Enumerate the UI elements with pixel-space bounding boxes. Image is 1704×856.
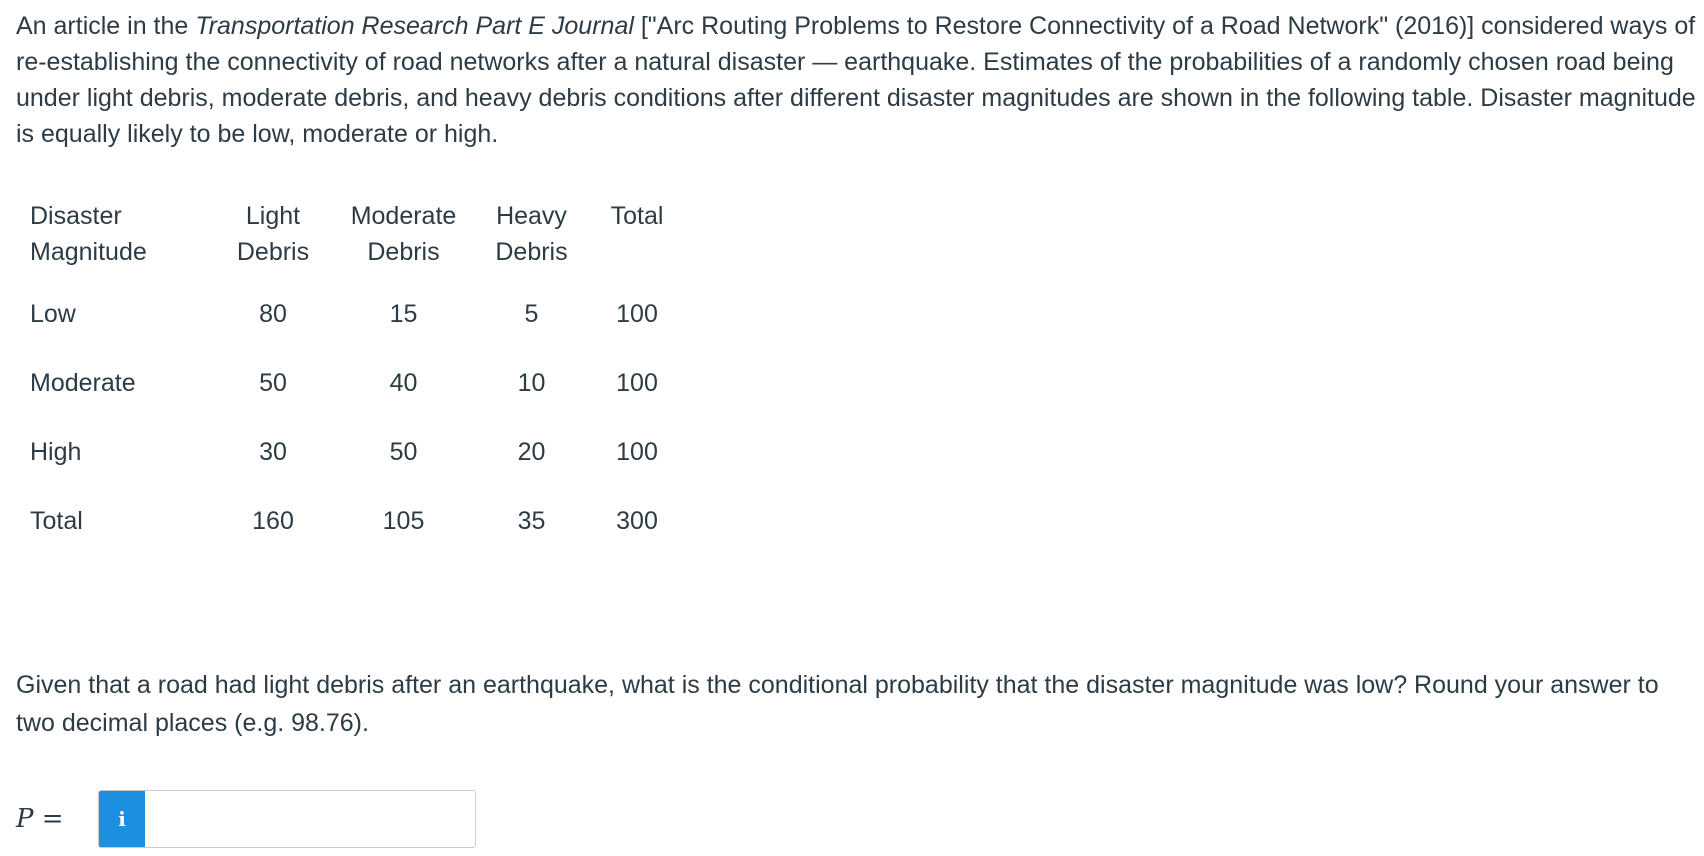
- table-row: [16, 418, 686, 487]
- cell-light: 160: [252, 507, 294, 535]
- header-disaster-magnitude: Disaster Magnitude: [30, 202, 147, 266]
- debris-table: [16, 198, 686, 556]
- cell-moderate: 15: [389, 300, 418, 328]
- cell-light: 50: [259, 369, 287, 397]
- cell-total: 100: [616, 300, 658, 328]
- cell-heavy: 20: [517, 438, 546, 466]
- answer-row: [16, 790, 476, 848]
- cell-moderate: 50: [389, 438, 418, 466]
- intro-text-rest: ["Arc Routing Problems to Restore Connectivity of a Road Network" (2016)] considered ways of re-establishing the connectivity of road networks after a natural disaster — earthquake. Estimates of the probabilities of a randomly chosen road being under light debris, moderate debris, and heavy debris conditions after different disaster magnitudes are shown in the following table. Disaster magnitude is equally likely to be low, moderate or high.: [16, 12, 1696, 148]
- cell-total: 100: [616, 369, 658, 397]
- cell-total: 100: [616, 438, 658, 466]
- table-row: [16, 280, 686, 349]
- cell-heavy: 35: [517, 507, 546, 535]
- header-moderate-debris: Moderate Debris: [350, 202, 457, 266]
- row-label: Low: [30, 300, 76, 328]
- info-icon[interactable]: i: [99, 791, 145, 847]
- cell-heavy: 5: [524, 300, 539, 328]
- probability-label: [16, 804, 98, 834]
- row-label: Total: [30, 507, 83, 535]
- answer-field: [98, 790, 476, 848]
- header-heavy-debris: Heavy Debris: [495, 202, 568, 266]
- header-light-debris: Light Debris: [236, 202, 310, 266]
- table-header-row: [16, 198, 686, 280]
- equals-sign: =: [33, 804, 64, 834]
- table-row: [16, 487, 686, 556]
- cell-moderate: 105: [382, 507, 425, 535]
- answer-input[interactable]: [145, 791, 475, 847]
- row-label: High: [30, 438, 82, 466]
- header-total: Total: [610, 202, 664, 230]
- probability-variable: P: [16, 804, 34, 834]
- question-text: Given that a road had light debris after an earthquake, what is the conditional probability that the disaster magnitude was low? Round your answer to two decimal places (e.g. 98.76).: [16, 671, 1659, 737]
- cell-heavy: 10: [517, 369, 546, 397]
- intro-text-start: An article in the: [16, 12, 196, 40]
- row-label: Moderate: [30, 369, 136, 397]
- table-row: [16, 349, 686, 418]
- problem-intro: [16, 8, 1696, 152]
- cell-light: 80: [259, 300, 287, 328]
- journal-name: Transportation Research Part E Journal: [195, 12, 634, 40]
- cell-light: 30: [259, 438, 287, 466]
- cell-moderate: 40: [389, 369, 418, 397]
- cell-total: 300: [616, 507, 658, 535]
